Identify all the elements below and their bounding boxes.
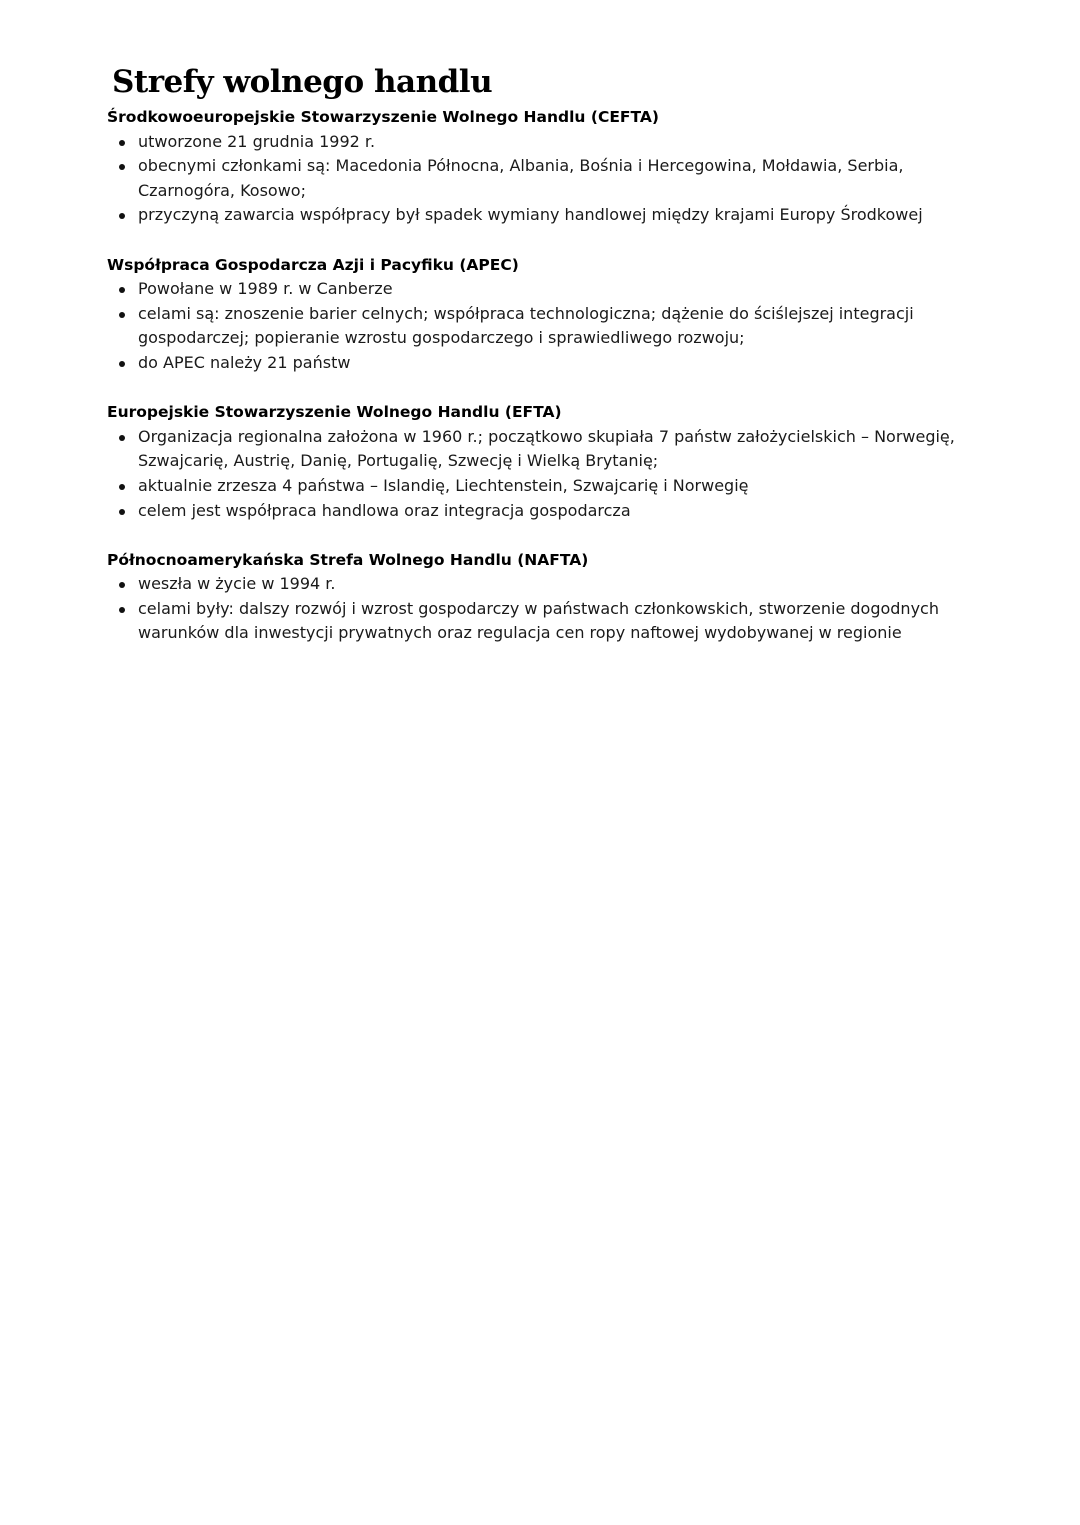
bullet-item bbox=[107, 474, 987, 499]
bullet-item bbox=[107, 597, 987, 646]
bullet-text: obecnymi członkami są: Macedonia Północna, Albania, Bośnia i Hercegowina, Mołdawia, Serbia, Czarnogóra, Kosowo; bbox=[138, 156, 904, 200]
document-title: Strefy wolnego handlu bbox=[112, 64, 493, 100]
section-heading: Północnoamerykańska Strefa Wolnego Handlu (NAFTA) bbox=[107, 550, 589, 569]
bullet-text: Powołane w 1989 r. w Canberze bbox=[138, 279, 393, 299]
bullet-text: Organizacja regionalna założona w 1960 r.; początkowo skupiała 7 państw założycielskich – Norwegię, Szwajcarię, Austrię, Danię, Portugalię, Szwecję i Wielką Brytanię; bbox=[138, 426, 955, 471]
bullet-text: celem jest współpraca handlowa oraz integracja gospodarcza bbox=[138, 500, 631, 520]
section-heading: Współpraca Gospodarcza Azji i Pacyfiku (APEC) bbox=[107, 255, 519, 274]
bullet-text: aktualnie zrzesza 4 państwa – Islandię, Liechtenstein, Szwajcarię i Norwegię bbox=[138, 475, 749, 495]
bullet-text: przyczyną zawarcia współpracy był spadek wymiany handlowej między krajami Europy Środkowej bbox=[138, 205, 923, 225]
bullet-item bbox=[107, 572, 987, 597]
bullet-item bbox=[107, 154, 987, 203]
bullet-text: utworzone 21 grudnia 1992 r. bbox=[138, 131, 376, 151]
bullet-item bbox=[107, 351, 987, 376]
bullet-list bbox=[107, 277, 987, 375]
bullet-text: weszła w życie w 1994 r. bbox=[138, 574, 336, 594]
bullet-item bbox=[107, 203, 987, 228]
bullet-item bbox=[107, 277, 987, 302]
bullet-list bbox=[107, 130, 987, 228]
bullet-text: celami były: dalszy rozwój i wzrost gospodarczy w państwach członkowskich, stworzenie dogodnych warunków dla inwestycji prywatnych oraz regulacja cen ropy naftowej wydobywanej w regionie bbox=[138, 598, 939, 643]
section-heading: Europejskie Stowarzyszenie Wolnego Handlu (EFTA) bbox=[107, 403, 562, 422]
bullet-text: do APEC należy 21 państw bbox=[138, 352, 351, 372]
bullet-text: celami są: znoszenie barier celnych; współpraca technologiczna; dążenie do ściślejszej integracji gospodarczej; popieranie wzrostu gospodarczego i sprawiedliwego rozwoju; bbox=[138, 303, 914, 348]
section-efta bbox=[107, 400, 987, 523]
bullet-item bbox=[107, 499, 987, 524]
bullet-item bbox=[107, 130, 987, 155]
bullet-list bbox=[107, 572, 987, 646]
section-cefta bbox=[107, 105, 987, 228]
section-nafta bbox=[107, 548, 987, 646]
section-heading: Środkowoeuropejskie Stowarzyszenie Wolnego Handlu (CEFTA) bbox=[107, 108, 659, 126]
bullet-item bbox=[107, 425, 987, 474]
section-apec bbox=[107, 253, 987, 376]
bullet-list bbox=[107, 425, 987, 523]
bullet-item bbox=[107, 302, 987, 351]
document-content bbox=[107, 105, 987, 671]
